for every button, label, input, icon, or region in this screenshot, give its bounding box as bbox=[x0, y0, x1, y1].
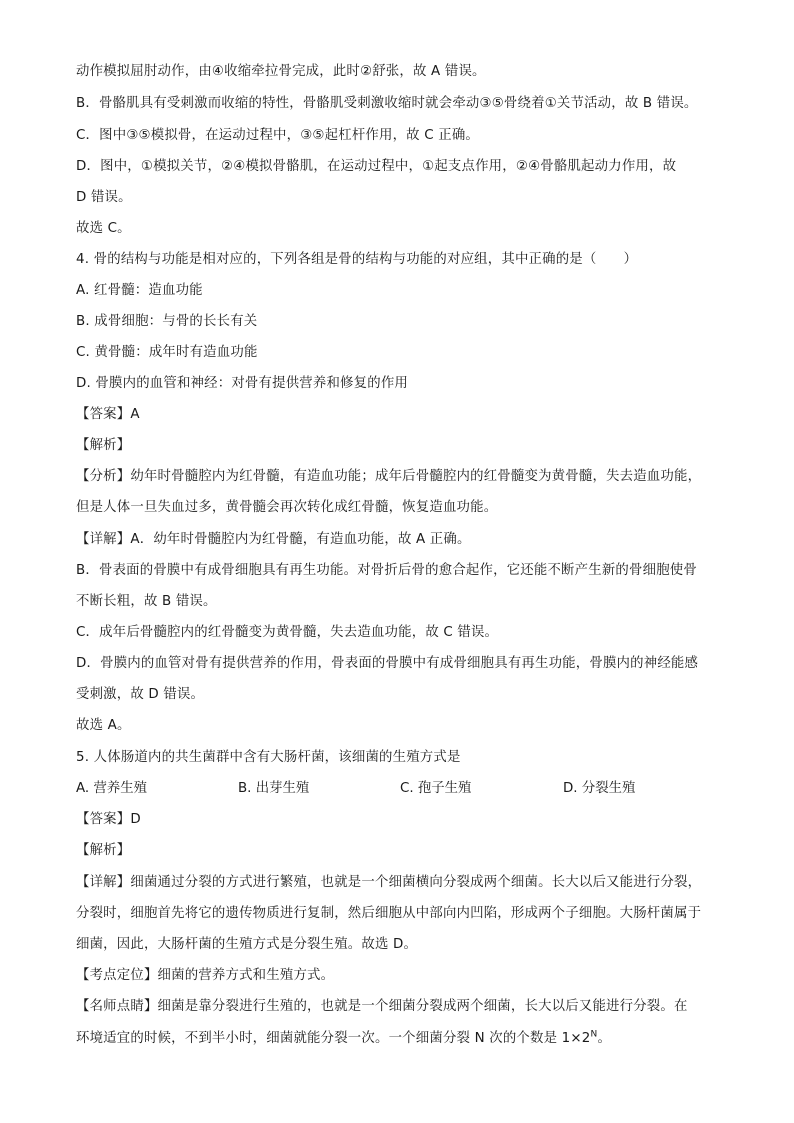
q4-detail-b: B．骨表面的骨膜中有成骨细胞具有再生功能。对骨折后骨的愈合起作，它还能不断产生新的骨细胞使骨 bbox=[76, 563, 697, 578]
q5-detail-line-2: 分裂时，细胞首先将它的遗传物质进行复制，然后细胞从中部向内凹陷，形成两个子细胞。大肠杆菌属于 bbox=[76, 906, 702, 921]
q3-option-d-explanation: D．图中，①模拟关节，②④模拟骨骼肌，在运动过程中，①起支点作用，②④骨骼肌起动力作用，故 bbox=[76, 159, 677, 174]
q5-knowledge-point: 【考点定位】细菌的营养方式和生殖方式。 bbox=[76, 968, 335, 983]
q5-analysis-heading: 【解析】 bbox=[76, 843, 131, 858]
q5-detail-line-3: 细菌，因此，大肠杆菌的生殖方式是分裂生殖。故选 D。 bbox=[76, 937, 418, 952]
q5-option-a: A. 营养生殖 bbox=[76, 781, 147, 796]
q5-comment-text: 环境适宜的时候，不到半小时，细菌就能分裂一次。一个细菌分裂 N 次的个数是 1×2 bbox=[76, 1031, 591, 1046]
q5-option-c: C. 孢子生殖 bbox=[400, 781, 472, 796]
q4-detail-c: C．成年后骨髓腔内的红骨髓变为黄骨髓，失去造血功能，故 C 错误。 bbox=[76, 625, 499, 640]
q4-detail-d: D．骨膜内的血管对骨有提供营养的作用，骨表面的骨膜中有成骨细胞具有再生功能，骨膜内的神经能感 bbox=[76, 656, 699, 671]
q5-detail-line-1: 【详解】细菌通过分裂的方式进行繁殖，也就是一个细菌横向分裂成两个细菌。长大以后又能进行分裂， bbox=[76, 875, 702, 890]
q4-detail-d-cont: 受刺激，故 D 错误。 bbox=[76, 687, 205, 702]
q3-option-d-explanation-cont: D 错误。 bbox=[76, 190, 132, 205]
q4-detail-a: 【详解】A．幼年时骨髓腔内为红骨髓，有造血功能，故 A 正确。 bbox=[76, 532, 471, 547]
q5-option-b: B. 出芽生殖 bbox=[238, 781, 310, 796]
q4-option-b: B. 成骨细胞：与骨的长长有关 bbox=[76, 314, 258, 329]
q4-option-a: A. 红骨髓：造血功能 bbox=[76, 283, 203, 298]
q5-comment-end: 。 bbox=[597, 1031, 612, 1046]
q5-option-d: D. 分裂生殖 bbox=[563, 781, 636, 796]
q4-answer: 【答案】A bbox=[76, 407, 140, 422]
q5-exponent: N bbox=[590, 1029, 598, 1040]
q5-answer: 【答案】D bbox=[76, 812, 141, 827]
q4-detail-b-cont: 不断长粗，故 B 错误。 bbox=[76, 594, 217, 609]
q4-analysis-heading: 【解析】 bbox=[76, 438, 131, 453]
q4-option-d: D. 骨膜内的血管和神经：对骨有提供营养和修复的作用 bbox=[76, 376, 409, 391]
q5-stem: 5. 人体肠道内的共生菌群中含有大肠杆菌，该细菌的生殖方式是 bbox=[76, 750, 461, 765]
q3-option-b-explanation: B．骨骼肌具有受刺激而收缩的特性，骨骼肌受刺激收缩时就会牵动③⑤骨绕着①关节活动，故 B 错误。 bbox=[76, 96, 698, 111]
q3-explanation-line-1: 动作模拟屈肘动作，由④收缩牵拉骨完成，此时②舒张，故 A 错误。 bbox=[76, 64, 486, 79]
q4-analysis-line-2: 但是人体一旦失血过多，黄骨髓会再次转化成红骨髓，恢复造血功能。 bbox=[76, 500, 498, 515]
q4-stem: 4. 骨的结构与功能是相对应的，下列各组是骨的结构与功能的对应组，其中正确的是（ ） bbox=[76, 252, 638, 267]
q3-option-c-explanation: C．图中③⑤模拟骨，在运动过程中，③⑤起杠杆作用，故 C 正确。 bbox=[76, 128, 480, 143]
q4-analysis-line-1: 【分析】幼年时骨髓腔内为红骨髓，有造血功能；成年后骨髓腔内的红骨髓变为黄骨髓，失去造血功能， bbox=[76, 469, 702, 484]
q3-conclusion: 故选 C。 bbox=[76, 221, 131, 236]
q4-conclusion: 故选 A。 bbox=[76, 718, 131, 733]
q4-option-c: C. 黄骨髓：成年时有造血功能 bbox=[76, 345, 258, 360]
q5-teacher-comment: 【名师点睛】细菌是靠分裂进行生殖的，也就是一个细菌分裂成两个细菌，长大以后又能进行分裂。在 bbox=[76, 999, 688, 1014]
q5-teacher-comment-cont bbox=[76, 1029, 611, 1049]
